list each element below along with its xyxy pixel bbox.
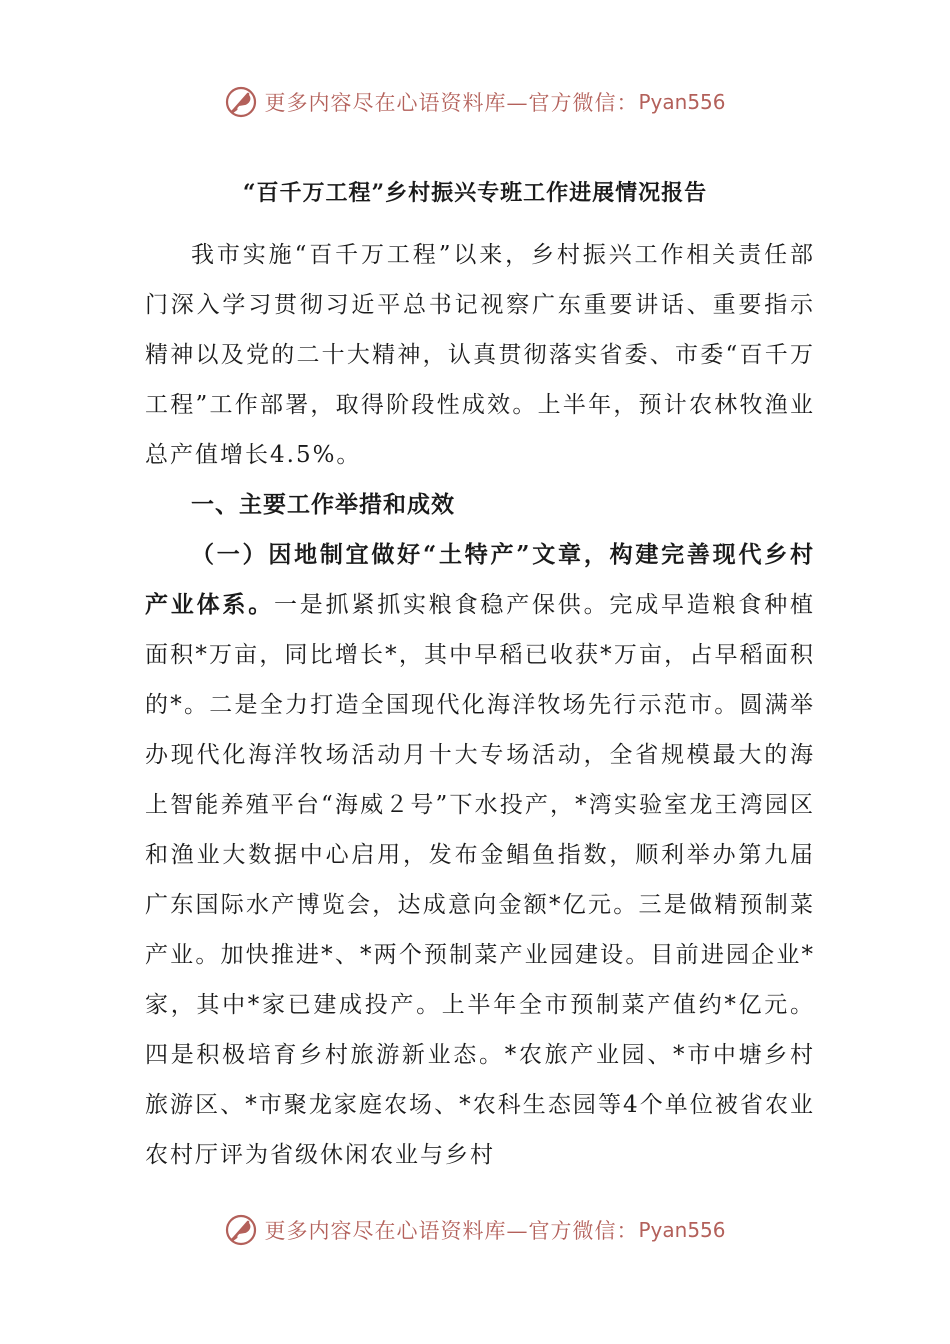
watermark-banner-top: [0, 82, 950, 122]
document-body: [145, 230, 815, 1180]
subsection-body-1: 一是抓紧抓实粮食稳产保供。完成早造粮食种植面积*万亩，同比增长*，其中早稻已收获*万亩，占早稻面积的*。二是全力打造全国现代化海洋牧场先行示范市。圆满举办现代化海洋牧场活动月十大专场活动，全省规模最大的海上智能养殖平台“海威２号”下水投产，*湾实验室龙王湾园区和渔业大数据中心启用，发布金鲳鱼指数，顺利举办第九届广东国际水产博览会，达成意向金额*亿元。三是做精预制菜产业。加快推进*、*两个预制菜产业园建设。目前进园企业*家，其中*家已建成投产。上半年全市预制菜产值约*亿元。四是积极培育乡村旅游新业态。*农旅产业园、*市中塘乡村旅游区、*市聚龙家庭农场、*农科生态园等4个单位被省农业农村厅评为省级休闲农业与乡村: [145, 592, 816, 1168]
wechat-id: Pyan556: [638, 90, 726, 114]
intro-paragraph: 我市实施“百千万工程”以来，乡村振兴工作相关责任部门深入学习贯彻习近平总书记视察广东重要讲话、重要指示精神以及党的二十大精神，认真贯彻落实省委、市委“百千万工程”工作部署，取得阶段性成效。上半年，预计农林牧渔业总产值增长4.5%。: [145, 242, 815, 468]
subsection-paragraph-1: [145, 530, 815, 1180]
quill-pen-logo-icon: [224, 85, 258, 119]
watermark-banner-bottom: [0, 1210, 950, 1250]
section-heading-1: 一、主要工作举措和成效: [191, 491, 455, 518]
quill-pen-logo-icon: [224, 1213, 258, 1247]
subsection-lead-1: （一）因地制宜做好“土特产”文章，构建完善现代乡村产业体系。: [145, 541, 815, 618]
watermark-text: 更多内容尽在心语资料库—官方微信：: [264, 1219, 639, 1243]
watermark-text: 更多内容尽在心语资料库—官方微信：: [264, 91, 639, 115]
document-title: “百千万工程”乡村振兴专班工作进展情况报告: [242, 180, 708, 206]
wechat-id: Pyan556: [638, 1218, 726, 1242]
